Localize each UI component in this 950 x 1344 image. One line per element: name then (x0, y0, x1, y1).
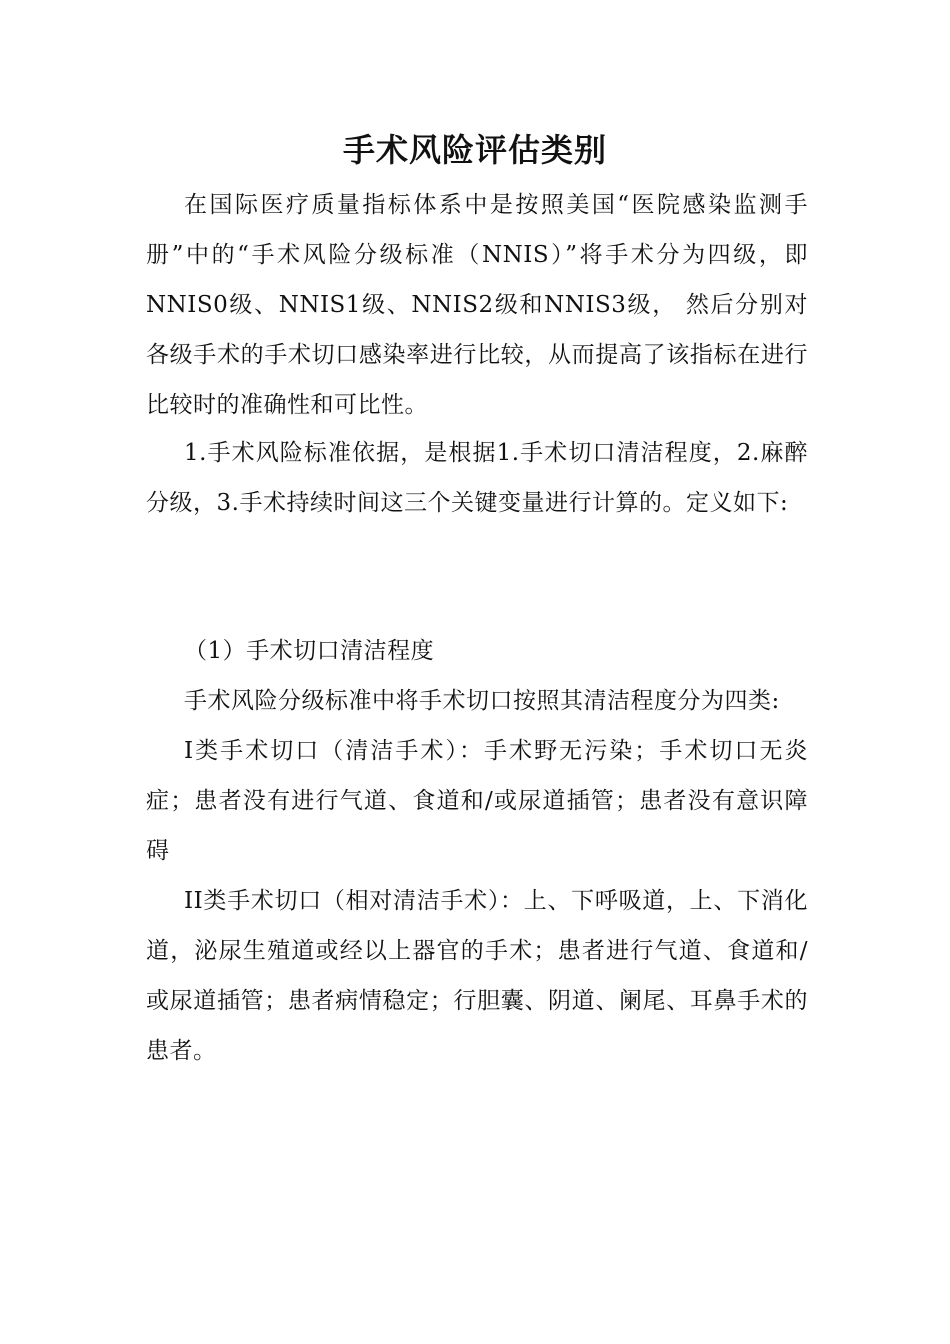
intro-paragraph: 在国际医疗质量指标体系中是按照美国“医院感染监测手册”中的“手术风险分级标准（NNIS）”将手术分为四级，即NNIS0级、NNIS1级、NNIS2级和NNIS3级， 然后分别对各级手术的手术切口感染率进行比较，从而提高了该指标在进行比较时的准确性和可比性。 (146, 192, 808, 418)
section-1 (146, 626, 808, 1076)
basis-paragraph: 1.手术风险标准依据，是根据1.手术切口清洁程度，2.麻醉分级，3.手术持续时间这三个关键变量进行计算的。定义如下: (146, 440, 808, 516)
class-2-paragraph: II类手术切口（相对清洁手术）：上、下呼吸道，上、下消化道，泌尿生殖道或经以上器官的手术；患者进行气道、食道和/或尿道插管；患者病情稳定；行胆囊、阴道、阑尾、耳鼻手术的患者。 (146, 888, 808, 1064)
class-1-paragraph: I类手术切口（清洁手术）：手术野无污染；手术切口无炎症；患者没有进行气道、食道和/或尿道插管；患者没有意识障碍 (146, 738, 808, 864)
section-1-lead: 手术风险分级标准中将手术切口按照其清洁程度分为四类: (184, 688, 780, 714)
basis-block (146, 428, 808, 528)
document-title: 手术风险评估类别 (342, 131, 607, 169)
intro-block (146, 180, 808, 430)
section-1-heading: （1）手术切口清洁程度 (184, 638, 435, 664)
